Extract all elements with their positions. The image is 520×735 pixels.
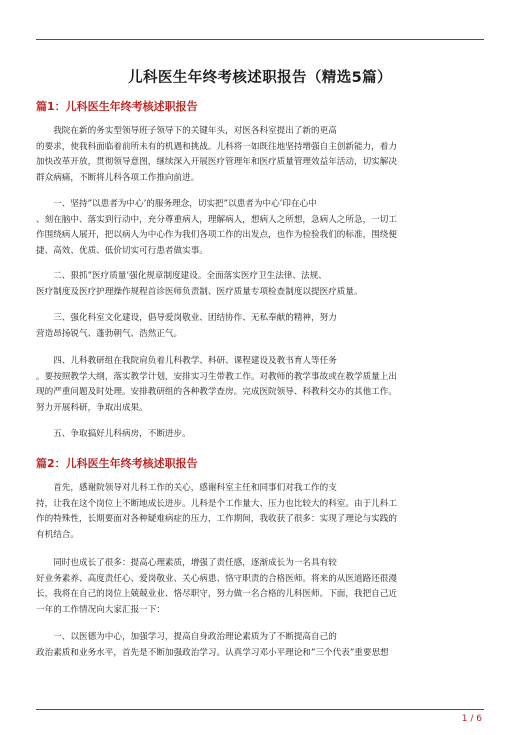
- section-2-heading: 篇2：儿科医生年终考核述职报告: [36, 457, 198, 470]
- text-line: 一、坚持”以患者为中心’的服务理念，切实把”以患者为中心’印在心中: [36, 199, 317, 209]
- section-1-paragraph: [36, 197, 484, 259]
- section-1-heading: 篇1：儿科医生年终考核述职报告: [36, 100, 198, 113]
- text-line: 持，让我在这个岗位上不断地成长进步。儿科是个工作量大、压力也比较大的科室。由于儿科工: [36, 498, 397, 509]
- page-number: 1 / 6: [461, 714, 482, 724]
- text-line: 努力开展科研，争取出成果。: [36, 402, 148, 413]
- text-line: 政治素质和业务水平，首先是不断加强政治学习。认真学习邓小平理论和”三个代表”重要思想: [36, 647, 389, 658]
- text-line: 二、狠抓”医疗质量’强化规章制度建设。全面落实医疗卫生法律、法规、: [36, 271, 327, 281]
- text-line: 群众病痛，不断将儿科各项工作推向前进。: [36, 172, 200, 183]
- text-line: 同时也成长了很多：提高心理素质，增强了责任感，逐渐成长为一名具有较: [36, 558, 337, 568]
- header-rule: [36, 39, 484, 40]
- section-2-paragraph: [36, 630, 484, 661]
- text-line: 好业务素养、高度责任心、爱岗敬业、关心病患、恪守职责的合格医师。将来的从医道路还很漫: [36, 573, 397, 584]
- text-line: 首先，感谢院领导对儿科工作的关心，感谢科室主任和同事们对我工作的支: [36, 483, 337, 493]
- text-line: 三、强化科室文化建设，倡导爱岗敬业、团结协作、无私奉献的精神，努力: [36, 313, 337, 323]
- text-line: 医疗制度及医疗护理操作规程首诊医师负责制、医疗质量专项检查制度以提医疗质量。: [36, 286, 363, 297]
- text-line: 有机结合。: [36, 529, 79, 540]
- document-title: 儿科医生年终考核述职报告（精选5篇）: [128, 70, 392, 86]
- footer-rule: [36, 709, 484, 710]
- text-line: 、刻在脑中、落实到行动中，充分尊重病人，理解病人，想病人之所想，急病人之所急，一切工: [36, 214, 397, 225]
- text-line: 营造昂扬锐气、蓬勃朝气、浩然正气。: [36, 328, 183, 339]
- text-line: 。要按照教学大纲，落实教学计划，安排实习生带教工作。对教师的教学事故或在教学质量上出: [36, 371, 397, 382]
- text-line: 长，我将在自己的岗位上兢兢业业、恪尽职守，努力做一名合格的儿科医师。下面，我把自己近: [36, 589, 397, 600]
- text-line: 一、以医德为中心，加强学习，提高自身政治理论素质为了不断提高自己的: [36, 632, 337, 642]
- text-line: 作的特殊性，长期要面对各种疑难病症的压力，工作期间，我收获了很多：实现了理论与实践的: [36, 514, 397, 525]
- section-2-paragraph: [36, 556, 484, 618]
- text-line: 一年的工作情况向大家汇报一下：: [36, 604, 165, 615]
- text-line: 捷、高效、优质、低价切实可行患者做实事。: [36, 245, 208, 256]
- section-2-paragraph: [36, 481, 484, 543]
- text-line: 加快改革开放，贯彻领导意图，继续深入开展医疗管理年和医疗质量管理效益年活动，切实解决: [36, 157, 397, 168]
- text-line: 的要求，使我科面临着前所未有的机遇和挑战。儿科将一如既往地坚持增强自主创新能力，着力: [36, 141, 397, 152]
- section-1-paragraph: [36, 427, 484, 443]
- section-1-paragraph: [36, 269, 484, 300]
- section-1-paragraph: [36, 354, 484, 416]
- text-line: 五、争取搞好儿科病房，不断进步。: [36, 429, 191, 439]
- text-line: 我院在新的务实型领导班子领导下的关键年头，对医各科室提出了新的更高: [36, 126, 337, 136]
- text-line: 现的严重问题及时处理。安排教研组的各种教学查房。完成医院领导、科教科交办的其他工作。: [36, 387, 397, 398]
- text-line: 作围绕病人展开，把以病人为中心作为我们各项工作的出发点，也作为检验我们的标准，围绕便: [36, 230, 397, 241]
- text-line: 四、儿科教研组在我院肩负着儿科教学、科研、课程建设及教书育人等任务: [36, 356, 337, 366]
- section-1-paragraph: [36, 311, 484, 342]
- section-1-paragraph: [36, 124, 484, 186]
